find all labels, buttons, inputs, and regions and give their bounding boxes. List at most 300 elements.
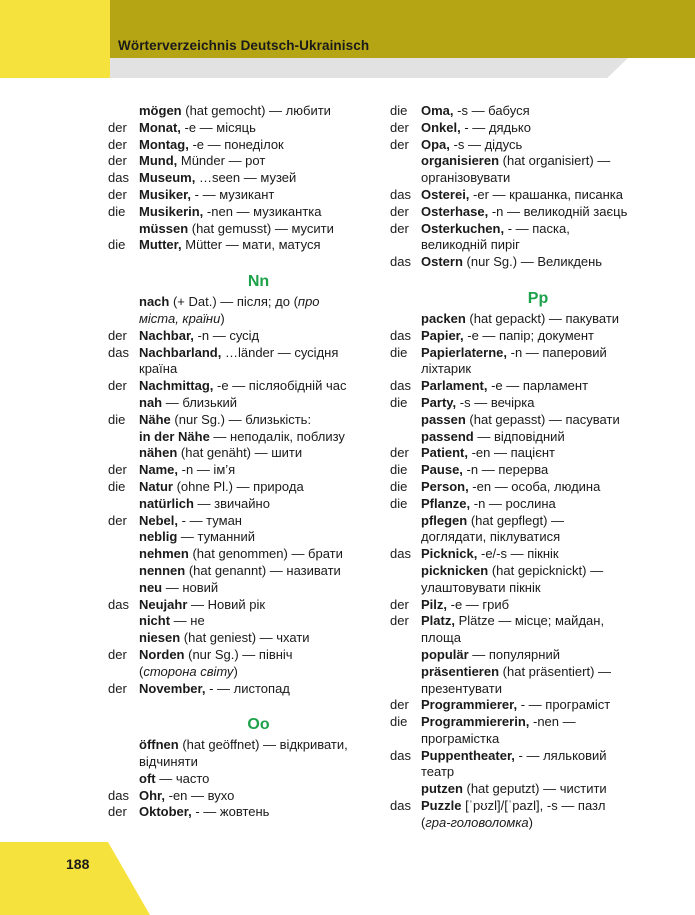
- definition-text: організовувати: [421, 170, 511, 186]
- headword: putzen: [421, 781, 463, 797]
- dictionary-line: [390, 781, 655, 798]
- headword: natürlich: [139, 495, 194, 511]
- dictionary-line: [108, 187, 378, 204]
- headword: niesen: [139, 630, 181, 646]
- definition-text: — не: [170, 613, 205, 629]
- definition-text: -n — ім’я: [178, 462, 236, 478]
- entry-text: [421, 630, 655, 647]
- definition-text: (hat geputzt) — чистити: [462, 781, 607, 797]
- dictionary-line: [108, 137, 378, 154]
- entry-text: [139, 513, 378, 530]
- definition-text: (hat gepasst) — пасувати: [465, 411, 620, 427]
- article-label: [390, 731, 421, 748]
- headword: nach: [139, 294, 170, 310]
- headword: Person,: [421, 478, 469, 494]
- headword: nennen: [139, 562, 186, 578]
- entry-text: [421, 580, 655, 597]
- italic-note: міста, країни: [139, 310, 221, 326]
- headword: öffnen: [139, 737, 179, 753]
- definition-text: -n — паперовий: [507, 344, 607, 360]
- definition-text: відчиняти: [139, 754, 198, 770]
- headword: passen: [421, 411, 466, 427]
- article-label: der: [390, 203, 409, 219]
- entry-text: [421, 237, 655, 254]
- article-label: die: [390, 394, 408, 410]
- entry-text: [421, 647, 655, 664]
- dictionary-line: [108, 754, 378, 771]
- definition-text: -en — пацієнт: [467, 445, 555, 461]
- dictionary-line: [390, 412, 655, 429]
- definition-text: -en — вухо: [165, 787, 235, 803]
- article-label: der: [108, 462, 127, 478]
- dictionary-line: [108, 580, 378, 597]
- definition-text: Mütter — мати, матуся: [181, 237, 321, 253]
- definition-text: презентувати: [421, 680, 502, 696]
- dictionary-line: [390, 237, 655, 254]
- definition-text: -s — дідусь: [449, 136, 523, 152]
- article-label: das: [108, 596, 129, 612]
- article-label: [390, 580, 421, 597]
- dictionary-line: [108, 563, 378, 580]
- section-letter: Oo: [247, 716, 270, 734]
- headword: neblig: [139, 529, 178, 545]
- dictionary-line: [390, 187, 655, 204]
- entry-text: [421, 597, 655, 614]
- footer-corner-accent: [0, 842, 150, 915]
- dictionary-line: [390, 529, 655, 546]
- dictionary-line: [390, 204, 655, 221]
- entry-text: [421, 697, 655, 714]
- italic-note: гра-головоломка: [425, 814, 529, 830]
- definition-text: -e — місяць: [180, 119, 256, 135]
- entry-text: [421, 361, 655, 378]
- entry-text: [421, 496, 655, 513]
- entry-text: [139, 647, 378, 664]
- entry-text: [139, 597, 378, 614]
- article-label: der: [108, 378, 127, 394]
- dictionary-line: [108, 445, 378, 462]
- dictionary-line: [390, 647, 655, 664]
- definition-text: (nur Sg.) — Великдень: [462, 254, 603, 270]
- entry-text: [421, 714, 655, 731]
- article-label: [390, 311, 421, 328]
- dictionary-line: [390, 479, 655, 496]
- entry-text: [139, 445, 378, 462]
- entry-text: [139, 429, 378, 446]
- entry-text: [139, 771, 378, 788]
- article-label: die: [390, 495, 408, 511]
- definition-text: -n — рослина: [470, 495, 556, 511]
- entry-text: [421, 254, 655, 271]
- entry-text: [421, 103, 655, 120]
- dictionary-line: [108, 395, 378, 412]
- entry-text: [139, 120, 378, 137]
- headword: Mund,: [139, 153, 178, 169]
- dictionary-line: [390, 630, 655, 647]
- dictionary-line: [390, 546, 655, 563]
- entry-text: [421, 204, 655, 221]
- definition-text: -e — гриб: [447, 596, 510, 612]
- definition-text: (ohne Pl.) — природа: [172, 478, 304, 494]
- entry-text: [139, 311, 378, 328]
- entry-text: [139, 237, 378, 254]
- headword: Patient,: [421, 445, 468, 461]
- article-label: der: [390, 596, 409, 612]
- definition-text: -e — понеділок: [188, 136, 284, 152]
- article-label: der: [108, 153, 127, 169]
- article-label: [108, 529, 139, 546]
- article-label: [108, 754, 139, 771]
- headword: organisieren: [421, 153, 500, 169]
- entry-text: [421, 731, 655, 748]
- headword: pflegen: [421, 512, 468, 528]
- definition-text: улаштовувати пікнік: [421, 579, 541, 595]
- definition-text: площа: [421, 630, 461, 646]
- dictionary-line: [390, 597, 655, 614]
- definition-text: (hat genommen) — брати: [188, 546, 343, 562]
- article-label: der: [108, 119, 127, 135]
- dictionary-line: [390, 361, 655, 378]
- dictionary-line: [390, 563, 655, 580]
- headword: in der Nähe: [139, 428, 210, 444]
- headword: Pause,: [421, 462, 463, 478]
- entry-text: [421, 513, 655, 530]
- entry-text: [139, 529, 378, 546]
- headword: nicht: [139, 613, 171, 629]
- italic-note: про: [297, 294, 320, 310]
- entry-text: [421, 479, 655, 496]
- article-label: [108, 221, 139, 238]
- definition-text: (hat präsentiert) —: [499, 663, 612, 679]
- headword: Mutter,: [139, 237, 182, 253]
- headword: Nähe: [139, 411, 171, 427]
- section-letter: Pp: [527, 289, 549, 307]
- article-label: [108, 361, 139, 378]
- article-label: der: [390, 613, 409, 629]
- definition-text: ): [220, 310, 225, 326]
- article-label: der: [390, 697, 409, 713]
- definition-text: — туманний: [177, 529, 256, 545]
- entry-text: [139, 664, 378, 681]
- headword: Party,: [421, 394, 457, 410]
- article-label: [108, 103, 139, 120]
- headword: nähen: [139, 445, 178, 461]
- definition-text: ): [233, 663, 238, 679]
- italic-note: сторона світу: [143, 663, 234, 679]
- headword: Osterhase,: [421, 203, 489, 219]
- section-letter: Nn: [247, 273, 270, 291]
- definition-text: - — паска,: [504, 220, 570, 236]
- definition-text: (hat gemocht) — любити: [181, 103, 331, 118]
- entry-text: [139, 563, 378, 580]
- header-underline-bar: [110, 58, 628, 78]
- right-column: [390, 103, 655, 832]
- dictionary-line: [390, 103, 655, 120]
- article-label: [108, 563, 139, 580]
- definition-text: -er — крашанка, писанка: [469, 186, 623, 202]
- dictionary-line: [108, 788, 378, 805]
- dictionary-line: [108, 311, 378, 328]
- headword: Monat,: [139, 119, 181, 135]
- entry-text: [421, 563, 655, 580]
- headword: populär: [421, 646, 469, 662]
- article-label: [108, 664, 139, 681]
- article-label: das: [108, 344, 129, 360]
- entry-text: [139, 103, 378, 120]
- definition-text: (hat genäht) — шити: [177, 445, 303, 461]
- dictionary-line: [390, 153, 655, 170]
- definition-text: - — програміст: [517, 697, 611, 713]
- dictionary-line: [390, 445, 655, 462]
- definition-text: -e/-s — пікнік: [477, 546, 559, 562]
- article-label: [390, 781, 421, 798]
- headword: neu: [139, 579, 163, 595]
- entry-text: [421, 153, 655, 170]
- dictionary-line: [108, 613, 378, 630]
- dictionary-line: [390, 714, 655, 731]
- definition-text: — неподалік, поблизу: [209, 428, 345, 444]
- headword: Opa,: [421, 136, 450, 152]
- page-header-title: Wörterverzeichnis Deutsch-Ukrainisch: [118, 38, 370, 53]
- dictionary-line: [390, 731, 655, 748]
- article-label: die: [390, 714, 408, 730]
- dictionary-line: [108, 120, 378, 137]
- headword: Nachmittag,: [139, 378, 214, 394]
- article-label: [108, 496, 139, 513]
- dictionary-line: [390, 681, 655, 698]
- article-label: der: [390, 445, 409, 461]
- dictionary-line: [108, 221, 378, 238]
- dictionary-line: [390, 120, 655, 137]
- headword: Name,: [139, 462, 179, 478]
- dictionary-line: [108, 681, 378, 698]
- definition-text: (hat gemusst) — мусити: [188, 220, 334, 236]
- dictionary-line: [108, 771, 378, 788]
- headword: Ostern: [421, 254, 463, 270]
- dictionary-line: [108, 153, 378, 170]
- headword: passend: [421, 428, 474, 444]
- entry-text: [421, 221, 655, 238]
- article-label: die: [390, 478, 408, 494]
- article-label: die: [108, 411, 126, 427]
- article-label: [390, 361, 421, 378]
- article-label: [390, 630, 421, 647]
- article-label: [390, 681, 421, 698]
- dictionary-line: [108, 378, 378, 395]
- definition-text: — часто: [155, 770, 210, 786]
- entry-text: [421, 815, 655, 832]
- definition-text: театр: [421, 764, 455, 780]
- dictionary-line: [108, 294, 378, 311]
- dictionary-line: [390, 513, 655, 530]
- entry-text: [421, 748, 655, 765]
- headword: Pilz,: [421, 596, 448, 612]
- entry-text: [421, 462, 655, 479]
- dictionary-line: [390, 328, 655, 345]
- article-label: der: [108, 327, 127, 343]
- headword: Oktober,: [139, 804, 192, 820]
- definition-text: [ˈpʊzl]/[ˈpazl], -s — пазл: [461, 798, 606, 814]
- headword: packen: [421, 310, 466, 326]
- entry-text: [139, 737, 378, 754]
- article-label: [390, 237, 421, 254]
- definition-text: (+ Dat.) — після; до (: [169, 294, 298, 310]
- dictionary-line: [108, 345, 378, 362]
- article-label: die: [390, 344, 408, 360]
- dictionary-line: [108, 328, 378, 345]
- headword: Ohr,: [139, 787, 166, 803]
- definition-text: -s — бабуся: [453, 103, 530, 118]
- article-label: [390, 664, 421, 681]
- article-label: [108, 546, 139, 563]
- entry-text: [421, 764, 655, 781]
- headword: müssen: [139, 220, 189, 236]
- article-label: [390, 647, 421, 664]
- definition-text: (nur Sg.) — північ: [184, 646, 293, 662]
- headword: nehmen: [139, 546, 189, 562]
- dictionary-line: [108, 546, 378, 563]
- headword: Parlament,: [421, 378, 488, 394]
- article-label: [390, 513, 421, 530]
- entry-text: [421, 613, 655, 630]
- entry-text: [139, 378, 378, 395]
- definition-text: (hat geniest) — чхати: [180, 630, 310, 646]
- dictionary-line: [390, 429, 655, 446]
- definition-text: -nen — музикантка: [203, 203, 322, 219]
- definition-text: — новий: [162, 579, 219, 595]
- entry-text: [421, 311, 655, 328]
- article-label: das: [390, 798, 411, 814]
- article-label: [108, 395, 139, 412]
- dictionary-line: [390, 137, 655, 154]
- entry-text: [421, 378, 655, 395]
- entry-text: [139, 361, 378, 378]
- definition-text: — близький: [162, 394, 238, 410]
- article-label: die: [390, 103, 408, 118]
- definition-text: (: [421, 814, 426, 830]
- dictionary-line: [108, 237, 378, 254]
- definition-text: -nen —: [529, 714, 576, 730]
- headword: Programmiererin,: [421, 714, 530, 730]
- entry-text: [139, 754, 378, 771]
- article-label: der: [108, 186, 127, 202]
- definition-text: - — музикант: [191, 186, 275, 202]
- definition-text: -en — особа, людина: [468, 478, 601, 494]
- entry-text: [421, 781, 655, 798]
- definition-text: - — ляльковий: [514, 747, 607, 763]
- article-label: der: [390, 136, 409, 152]
- dictionary-line: [108, 737, 378, 754]
- definition-text: (hat gepackt) — пакувати: [465, 310, 620, 326]
- article-label: [390, 153, 421, 170]
- headword: Papier,: [421, 327, 464, 343]
- entry-text: [421, 395, 655, 412]
- definition-text: ): [528, 814, 533, 830]
- headword: Nachbarland,: [139, 344, 222, 360]
- article-label: [108, 613, 139, 630]
- entry-text: [139, 412, 378, 429]
- entry-text: [139, 170, 378, 187]
- header-corner-accent: [0, 0, 110, 78]
- definition-text: Plätze — місце; майдан,: [454, 613, 605, 629]
- definition-text: країна: [139, 361, 178, 377]
- article-label: der: [108, 680, 127, 696]
- headword: Picknick,: [421, 546, 478, 562]
- headword: November,: [139, 680, 206, 696]
- entry-text: [139, 221, 378, 238]
- dictionary-line: [108, 647, 378, 664]
- left-column: [108, 103, 378, 821]
- definition-text: доглядати, піклуватися: [421, 529, 561, 545]
- entry-text: [139, 479, 378, 496]
- headword: Puppentheater,: [421, 747, 515, 763]
- article-label: [108, 294, 139, 311]
- dictionary-line: [108, 496, 378, 513]
- entry-text: [139, 462, 378, 479]
- article-label: das: [390, 378, 411, 394]
- entry-text: [139, 345, 378, 362]
- entry-text: [139, 187, 378, 204]
- definition-text: (nur Sg.) — близькість:: [170, 411, 312, 427]
- dictionary-line: [108, 204, 378, 221]
- article-label: [108, 771, 139, 788]
- entry-text: [139, 395, 378, 412]
- entry-text: [421, 120, 655, 137]
- dictionary-line: [108, 479, 378, 496]
- headword: oft: [139, 770, 156, 786]
- dictionary-line: [390, 221, 655, 238]
- entry-text: [139, 153, 378, 170]
- article-label: das: [390, 546, 411, 562]
- headword: nah: [139, 394, 163, 410]
- definition-text: - — листопад: [205, 680, 290, 696]
- headword: Museum,: [139, 170, 196, 186]
- dictionary-line: [108, 513, 378, 530]
- article-label: das: [390, 327, 411, 343]
- entry-text: [421, 170, 655, 187]
- article-label: der: [390, 220, 409, 236]
- article-label: [390, 764, 421, 781]
- definition-text: — Новий рік: [187, 596, 266, 612]
- definition-text: (hat genannt) — називати: [185, 562, 341, 578]
- headword: Onkel,: [421, 119, 461, 135]
- entry-text: [139, 630, 378, 647]
- dictionary-line: [108, 103, 378, 120]
- definition-text: -s — вечірка: [456, 394, 535, 410]
- page-number: 188: [66, 856, 90, 872]
- dictionary-line: [390, 580, 655, 597]
- article-label: das: [108, 787, 129, 803]
- definition-text: — звичайно: [193, 495, 270, 511]
- headword: Puzzle: [421, 798, 462, 814]
- dictionary-line: [390, 170, 655, 187]
- headword: picknicken: [421, 562, 489, 578]
- definition-text: …länder — сусідня: [221, 344, 339, 360]
- dictionary-line: [108, 664, 378, 681]
- dictionary-line: [108, 361, 378, 378]
- entry-text: [139, 788, 378, 805]
- definition-text: — відповідний: [473, 428, 565, 444]
- definition-text: -e — парламент: [487, 378, 589, 394]
- dictionary-line: [390, 613, 655, 630]
- dictionary-line: [390, 815, 655, 832]
- article-label: die: [108, 237, 126, 253]
- headword: Papierlaterne,: [421, 344, 507, 360]
- dictionary-line: [108, 804, 378, 821]
- entry-text: [421, 187, 655, 204]
- dictionary-line: [390, 798, 655, 815]
- headword: Nachbar,: [139, 327, 194, 343]
